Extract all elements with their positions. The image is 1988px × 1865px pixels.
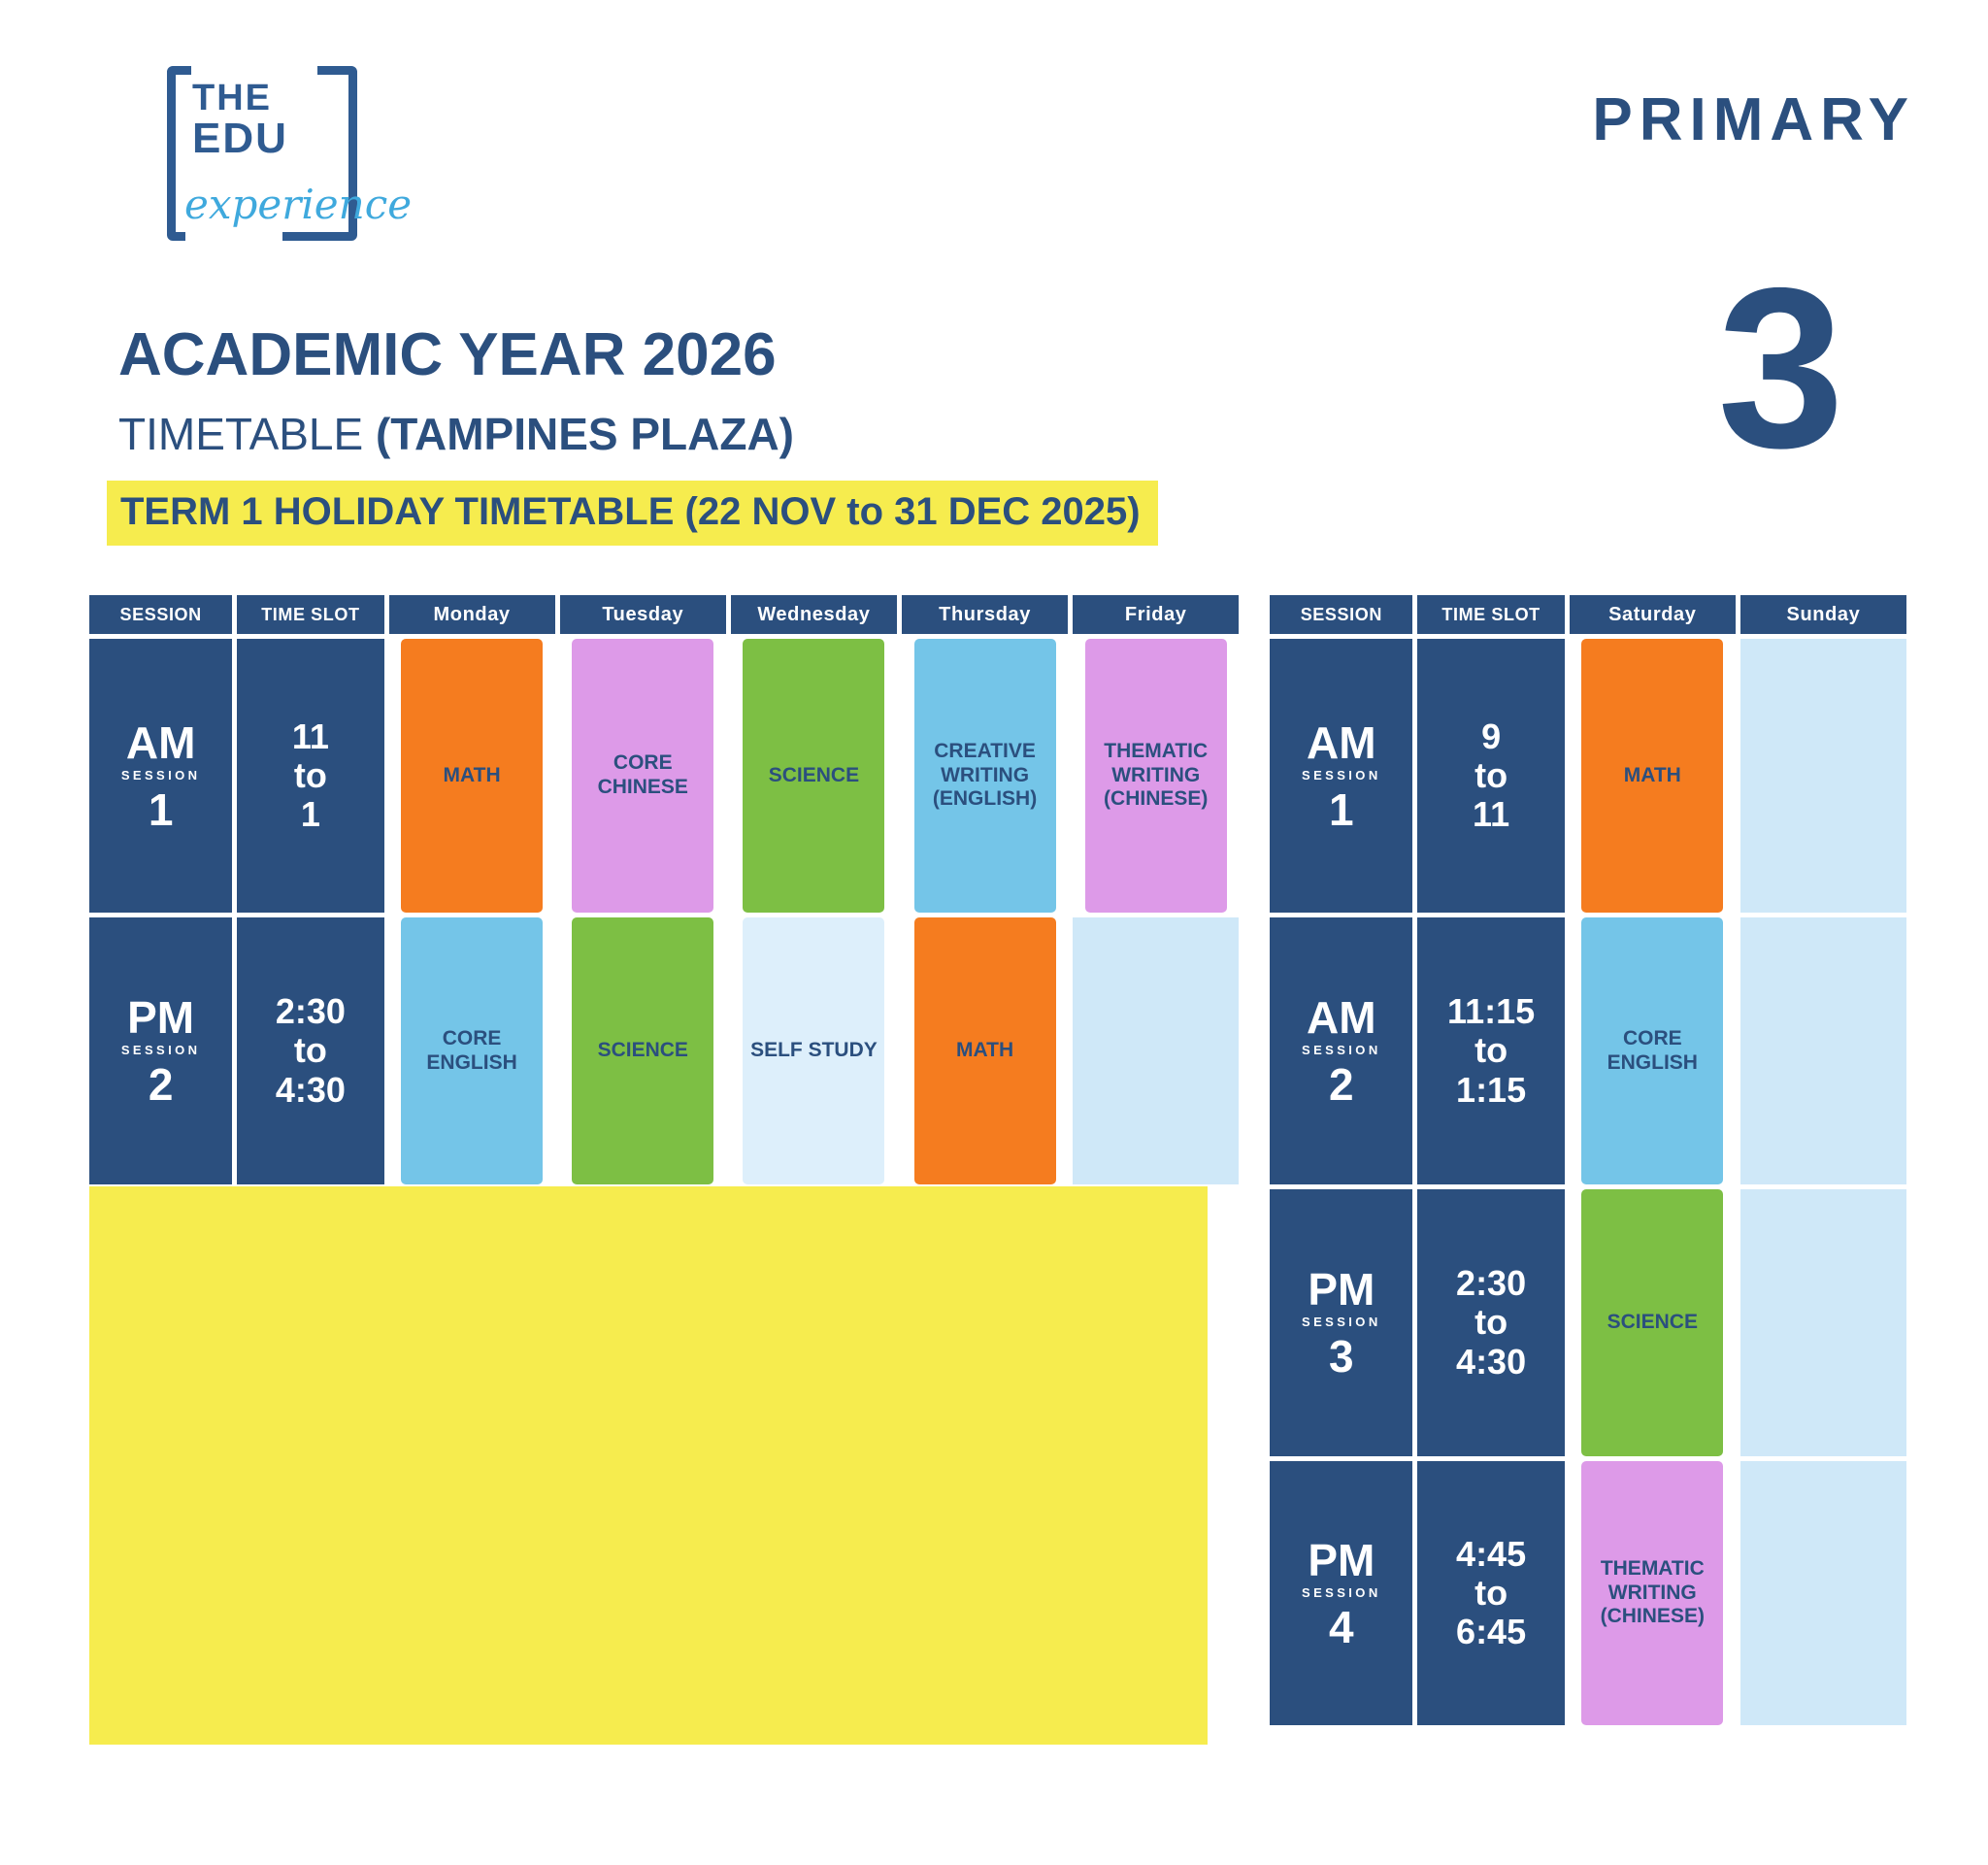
table-row [89,917,1906,1184]
row-spacer [560,1189,726,1456]
row-spacer [560,1461,726,1725]
time-start: 9 [1481,716,1502,756]
timeslot-cell [1417,1461,1564,1725]
session-word: SESSION [120,1043,201,1057]
session-number: 1 [148,783,174,835]
header-saturday: Saturday [1570,595,1736,634]
subtitle-prefix: TIMETABLE [118,409,376,459]
timeslot-cell [237,917,383,1184]
session-ampm: PM [127,992,195,1043]
row-spacer [389,1189,555,1456]
subject-cell-sunday[interactable] [1740,1189,1906,1456]
session-number: 2 [1329,1059,1354,1110]
subject-cell-saturday[interactable] [1570,917,1736,1184]
subject-cell-sunday[interactable] [1740,917,1906,1184]
session-ampm: PM [1308,1534,1375,1585]
time-start: 4:45 [1456,1533,1527,1574]
subject-cell-thursday[interactable] [902,639,1068,913]
subject-cell-thursday[interactable] [902,917,1068,1184]
header-tuesday: Tuesday [560,595,726,634]
session-ampm: AM [1307,992,1376,1043]
session-cell [1270,639,1412,913]
header-monday: Monday [389,595,555,634]
row-spacer [902,1189,1068,1456]
subject-cell-monday[interactable] [389,639,555,913]
subject-label: SCIENCE [1581,1189,1723,1456]
subject-cell-saturday[interactable] [1570,1461,1736,1725]
session-number: 1 [1329,783,1354,835]
session-cell [89,917,232,1184]
table-row [89,639,1906,913]
subject-cell-sunday[interactable] [1740,1461,1906,1725]
session-ampm: PM [1308,1264,1375,1315]
subject-label: MATH [401,639,543,913]
session-word: SESSION [1302,1584,1381,1600]
time-sep: to [293,1030,327,1071]
row-spacer [389,1461,555,1725]
timeslot-cell [1417,917,1564,1184]
table-gap [1243,639,1265,913]
table-gap [1243,917,1265,1184]
subject-label: MATH [914,917,1056,1184]
time-end: 11 [1473,794,1510,835]
row-spacer [237,1461,383,1725]
subject-label: CORE ENGLISH [401,917,543,1184]
level-label: PRIMARY [1592,86,1915,153]
brand-logo [167,66,413,246]
session-word: SESSION [120,767,201,783]
session-word: SESSION [1302,1315,1381,1329]
subject-label: SCIENCE [572,917,713,1184]
subject-cell-sunday[interactable] [1740,639,1906,913]
header-sunday: Sunday [1740,595,1906,634]
header-session-weekend: SESSION [1270,595,1412,634]
logo-script-experience: experience [184,181,413,228]
session-number: 3 [1329,1331,1354,1382]
time-sep: to [1474,1302,1508,1343]
subject-cell-tuesday[interactable] [560,639,726,913]
time-end: 6:45 [1456,1612,1527,1652]
time-sep: to [1474,1572,1508,1613]
subject-cell-friday[interactable] [1073,639,1239,913]
subject-label: SCIENCE [743,639,884,913]
subject-label: THEMATIC WRITING (CHINESE) [1085,639,1227,913]
time-start: 2:30 [275,991,346,1032]
timeslot-cell [1417,1189,1564,1456]
header-timeslot-weekend: TIME SLOT [1417,595,1564,634]
term-banner: TERM 1 HOLIDAY TIMETABLE (22 NOV to 31 DEC 2025) [107,481,1158,546]
subtitle-branch: (TAMPINES PLAZA) [375,409,794,459]
table-gap [1243,1461,1265,1725]
subject-label: CREATIVE WRITING (ENGLISH) [914,639,1056,913]
row-spacer [1073,1461,1239,1725]
subject-cell-saturday[interactable] [1570,639,1736,913]
session-ampm: AM [125,716,196,768]
time-end: 4:30 [275,1069,346,1110]
row-spacer [902,1461,1068,1725]
time-sep: to [293,754,327,795]
header-thursday: Thursday [902,595,1068,634]
time-start: 11:15 [1447,991,1536,1032]
page-subtitle [118,408,794,460]
session-word: SESSION [1302,1043,1381,1057]
row-spacer [237,1189,383,1456]
session-cell [89,639,232,913]
session-number: 4 [1329,1601,1354,1652]
subject-cell-wednesday[interactable] [731,917,897,1184]
session-cell [1270,917,1412,1184]
table-gap [1243,1189,1265,1456]
logo-wordmark [192,80,288,161]
row-spacer [89,1189,232,1456]
row-spacer [731,1189,897,1456]
time-start: 2:30 [1456,1263,1527,1304]
header-session-weekday: SESSION [89,595,232,634]
subject-label: MATH [1581,639,1723,913]
timeslot-cell [1417,639,1564,913]
subject-cell-friday[interactable] [1073,917,1239,1184]
session-ampm: AM [1307,716,1376,768]
subject-cell-tuesday[interactable] [560,917,726,1184]
row-spacer [731,1461,897,1725]
time-sep: to [1474,1030,1508,1071]
subject-label: THEMATIC WRITING (CHINESE) [1581,1461,1723,1725]
session-number: 2 [148,1059,174,1110]
subject-cell-wednesday[interactable] [731,639,897,913]
table-gap [1243,595,1265,634]
table-row [89,1189,1906,1456]
time-sep: to [1474,754,1508,795]
time-end: 1:15 [1456,1069,1527,1110]
time-end: 4:30 [1456,1341,1527,1382]
time-start: 11 [291,716,329,756]
header-friday: Friday [1073,595,1239,634]
session-cell [1270,1189,1412,1456]
subject-label: CORE CHINESE [572,639,713,913]
level-number: 3 [1717,240,1844,495]
logo-line-edu: EDU [192,114,288,162]
time-end: 1 [300,794,320,835]
session-word: SESSION [1302,767,1381,783]
timeslot-cell [237,639,383,913]
row-spacer [1073,1189,1239,1456]
subject-label: CORE ENGLISH [1581,917,1723,1184]
row-spacer [89,1461,232,1725]
logo-line-the: THE [192,78,272,118]
subject-label: SELF STUDY [743,917,884,1184]
header-timeslot-weekday: TIME SLOT [237,595,383,634]
table-row [89,1461,1906,1725]
timetable-grid [89,595,1906,1725]
subject-cell-monday[interactable] [389,917,555,1184]
session-cell [1270,1461,1412,1725]
subject-cell-saturday[interactable] [1570,1189,1736,1456]
table-header-row [89,595,1906,634]
page-title: ACADEMIC YEAR 2026 [118,321,777,388]
header-wednesday: Wednesday [731,595,897,634]
